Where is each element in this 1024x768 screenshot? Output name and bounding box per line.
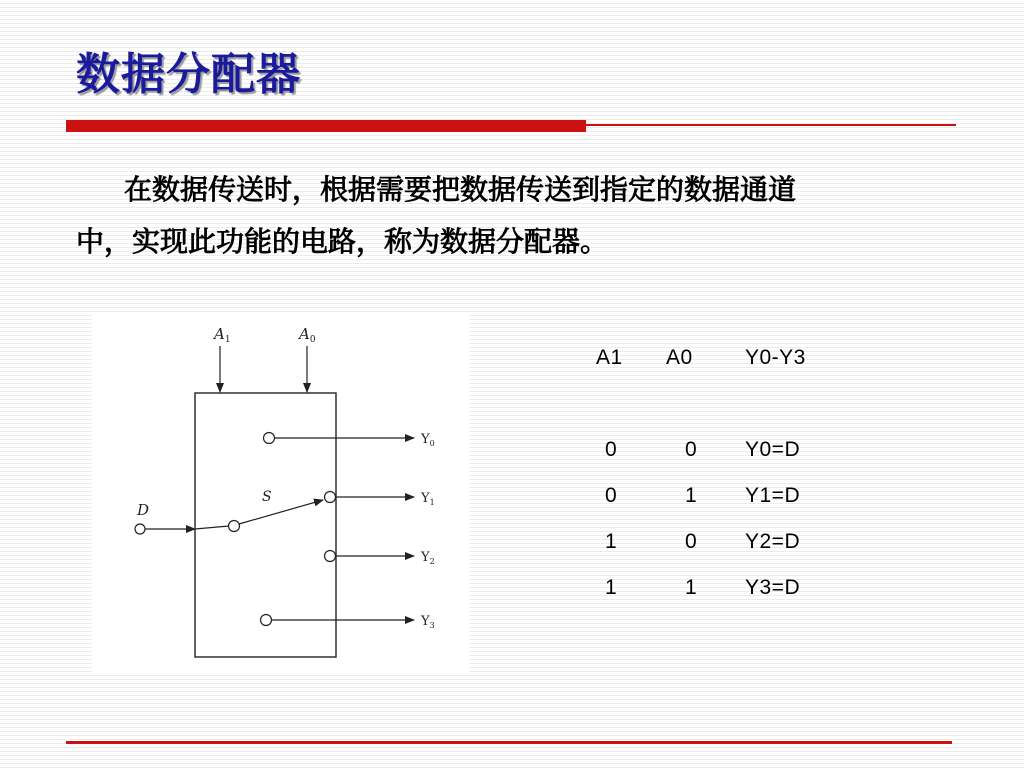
paragraph-line-1: 在数据传送时，根据需要把数据传送到指定的数据通道	[124, 173, 797, 206]
data-inner-line	[195, 526, 229, 529]
label-a0: $A_0$	[299, 325, 316, 345]
switch-arm	[239, 500, 323, 524]
table-cell: 0	[605, 438, 618, 461]
table-cell: 1	[605, 576, 618, 599]
table-cell: Y2=D	[745, 530, 801, 553]
demultiplexer-diagram	[92, 312, 470, 672]
table-cell: 1	[605, 530, 618, 553]
slide-title: 数据分配器	[76, 49, 301, 100]
table-header-a0: A0	[666, 346, 693, 369]
label-y1: $Y_1$	[421, 491, 435, 507]
table-cell: 0	[685, 438, 698, 461]
table-header-outputs: Y0-Y3	[745, 346, 806, 369]
table-cell: 0	[685, 530, 698, 553]
output-terminal-2	[325, 551, 336, 562]
table-cell: Y3=D	[745, 576, 801, 599]
table-cell: 1	[685, 484, 698, 507]
label-d: D	[137, 501, 150, 519]
data-input-terminal	[135, 524, 145, 534]
table-cell: 0	[605, 484, 618, 507]
footer-rule	[66, 741, 952, 744]
paragraph-line-2: 中，实现此功能的电路，称为数据分配器。	[76, 225, 609, 258]
label-y2: $Y_2$	[421, 550, 435, 566]
table-cell: Y0=D	[745, 438, 801, 461]
output-terminal-3	[261, 615, 272, 626]
table-header-a1: A1	[596, 346, 623, 369]
label-s: S	[262, 489, 272, 505]
switch-pivot	[229, 521, 240, 532]
title-underline-thick	[66, 120, 586, 132]
output-terminal-0	[264, 433, 275, 444]
label-a1: $A_1$	[214, 325, 231, 345]
title-underline-thin	[586, 124, 956, 126]
table-cell: 1	[685, 576, 698, 599]
table-cell: Y1=D	[745, 484, 801, 507]
label-y0: $Y_0$	[421, 432, 435, 448]
output-terminal-1	[325, 492, 336, 503]
label-y3: $Y_3$	[421, 614, 435, 630]
